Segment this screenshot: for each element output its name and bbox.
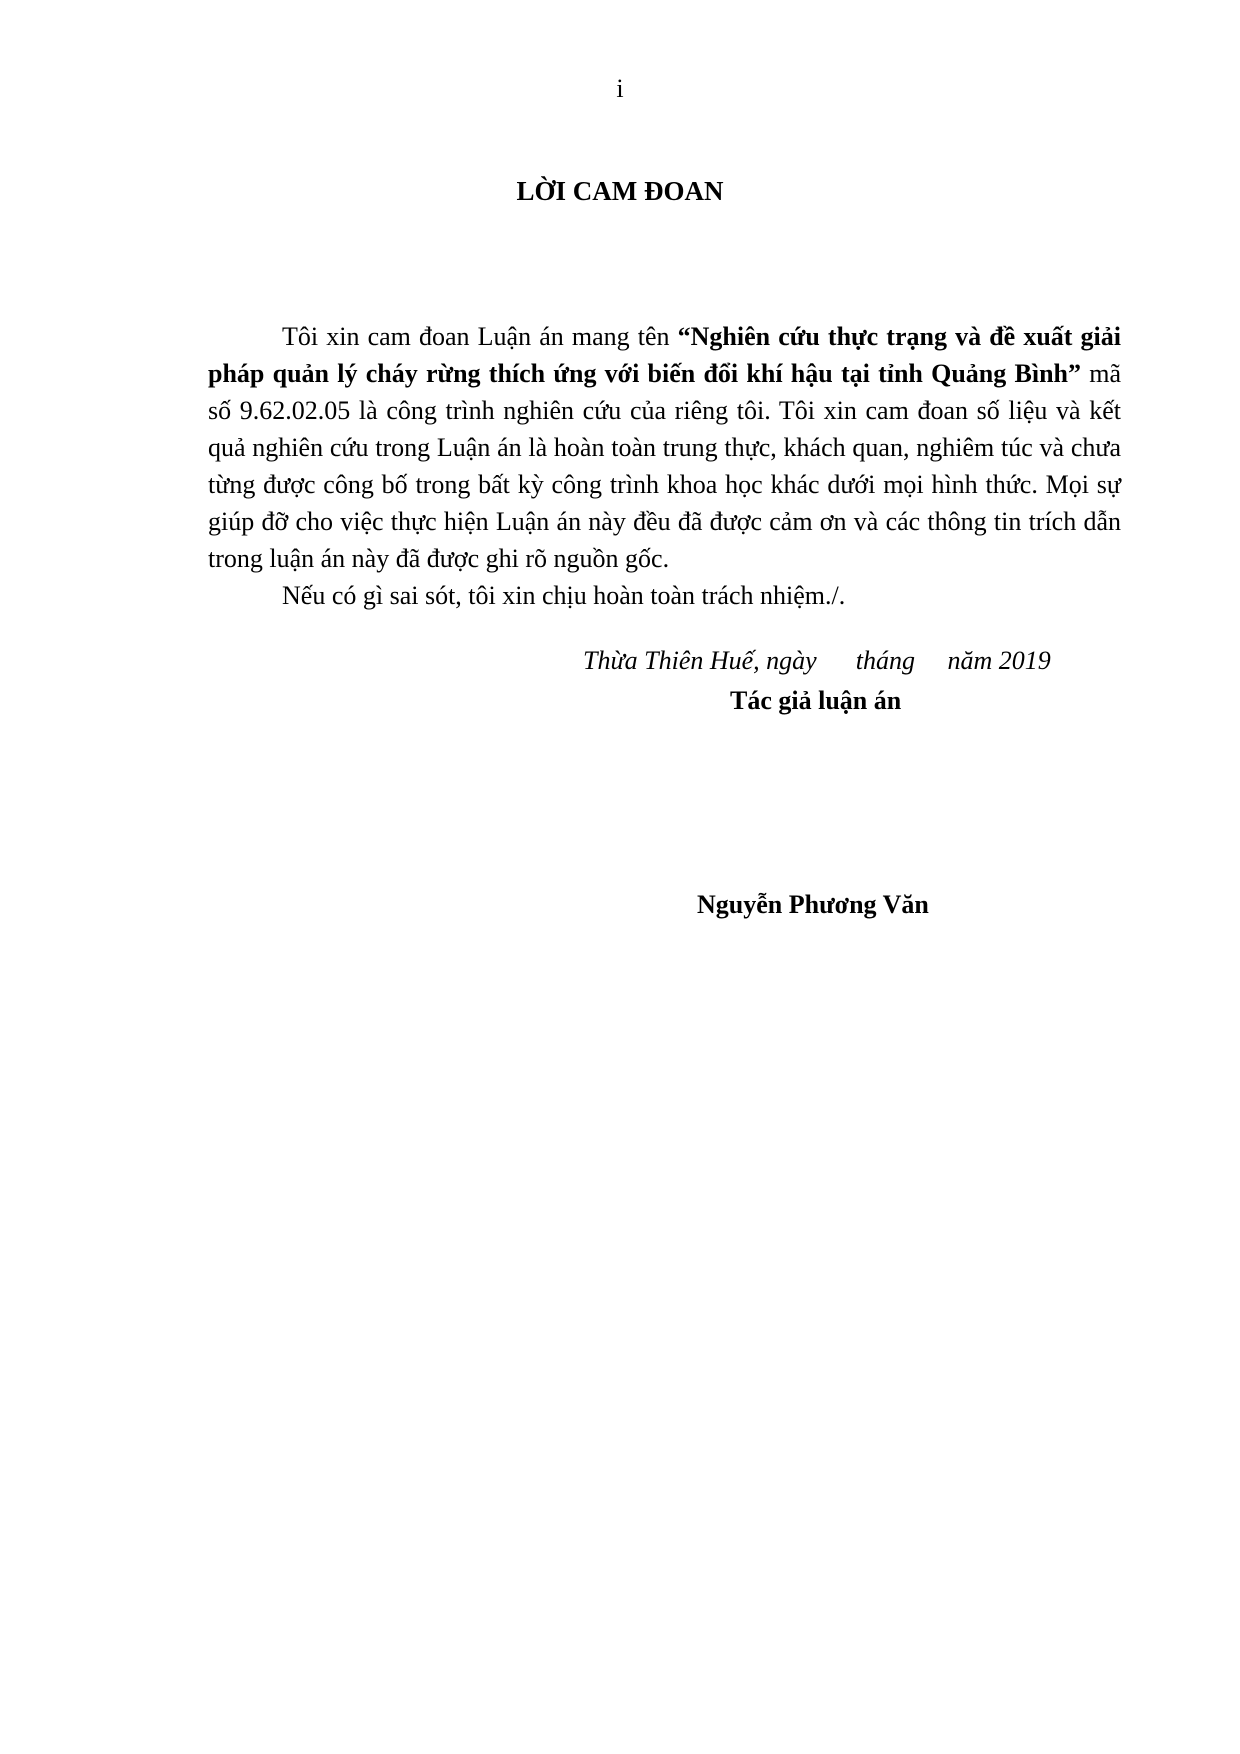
declaration-text: mã số 9.62.02.05 là công trình nghiên cứu của riêng tôi. Tôi xin cam đoan số liệu và kết quả nghiên cứu trong Luận án là hoàn toàn trung thực, khách quan, nghiêm túc và chưa từng được công bố trong bất kỳ công trình khoa học khác dưới mọi hình thức. Mọi sự giúp đỡ cho việc thực hiện Luận án này đều đã được cảm ơn và các thông tin trích dẫn trong luận án này đã được ghi rõ nguồn gốc. bbox=[208, 359, 1122, 573]
thesis-title: “Nghiên cứu thực trạng và đề xuất giải pháp quản lý cháy rừng thích ứng với biến đổi khí hậu tại tỉnh Quảng Bình” bbox=[208, 322, 1122, 388]
page-number: i bbox=[616, 74, 624, 103]
declaration-intro: Tôi xin cam đoan Luận án mang tên bbox=[282, 322, 678, 351]
place-date-line: Thừa Thiên Huế, ngày tháng năm 2019 bbox=[583, 646, 1051, 675]
closing-paragraph: Nếu có gì sai sót, tôi xin chịu hoàn toàn trách nhiệm./. bbox=[282, 581, 846, 610]
page-title: LỜI CAM ĐOAN bbox=[516, 176, 724, 206]
declaration-paragraph bbox=[208, 318, 1121, 577]
declaration-body bbox=[208, 318, 1121, 614]
author-name: Nguyễn Phương Văn bbox=[697, 890, 929, 919]
author-label: Tác giả luận án bbox=[730, 686, 902, 715]
